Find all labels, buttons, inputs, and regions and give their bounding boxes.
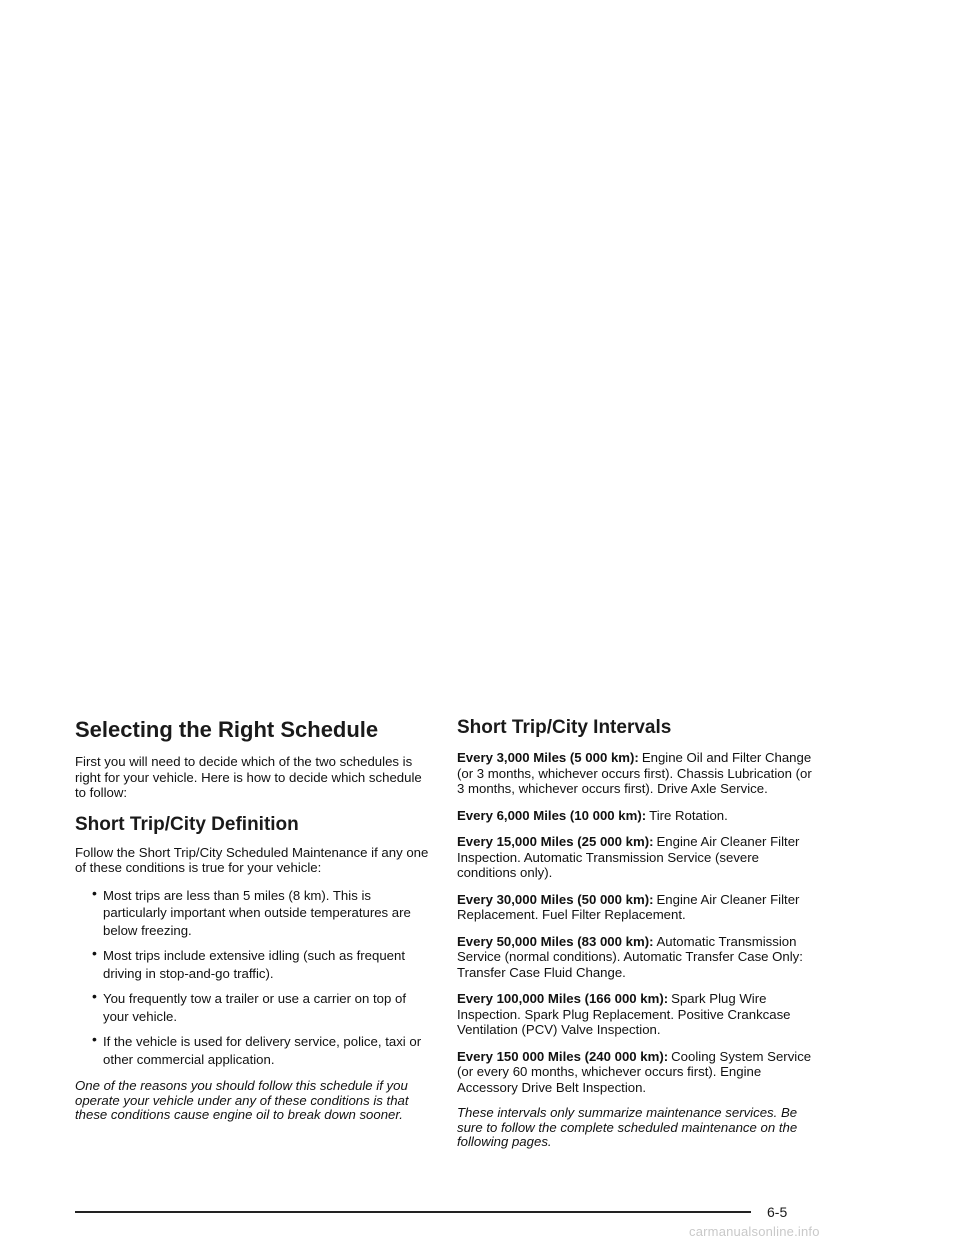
list-item: • You frequently tow a trailer or use a carrier on top of your vehicle.	[92, 988, 406, 1024]
interval-item	[457, 892, 817, 923]
intro-paragraph: First you will need to decide which of the two schedules is right for your vehicle. Here is how to decide which schedule to follow:	[75, 754, 422, 800]
footer-divider	[75, 1211, 751, 1213]
watermark: carmanualsonline.info	[689, 1224, 820, 1239]
interval-mileage: Every 50,000 Miles (83 000 km):	[457, 933, 654, 949]
conditions-list	[75, 884, 435, 1069]
definition-intro: Follow the Short Trip/City Scheduled Maintenance if any one of these conditions is true for your vehicle:	[75, 844, 429, 875]
interval-mileage: Every 3,000 Miles (5 000 km):	[457, 750, 639, 765]
intervals-note: These intervals only summarize maintenance services. Be sure to follow the complete scheduled maintenance on the following pages.	[457, 1105, 798, 1149]
interval-text: Engine Oil and Filter Change (or 3 months, whichever occurs first). Chassis Lubrication (or 3 months, whichever occurs first). Drive Axle Service.	[457, 750, 812, 796]
interval-mileage: Every 6,000 Miles (10 000 km):	[457, 807, 647, 823]
interval-item	[457, 991, 817, 1038]
interval-item	[457, 934, 817, 981]
interval-item	[457, 750, 817, 797]
interval-text: Automatic Transmission Service (normal conditions). Automatic Transfer Case Only: Transfer Case Fluid Change.	[457, 933, 803, 980]
interval-text: Tire Rotation.	[649, 807, 728, 823]
bullet-icon: •	[92, 988, 97, 1004]
right-column	[457, 716, 817, 1161]
interval-text: Cooling System Service (or every 60 months, whichever occurs first). Engine Accessory Drive Belt Inspection.	[457, 1048, 812, 1095]
interval-item	[457, 834, 817, 881]
bullet-icon: •	[92, 1031, 97, 1047]
interval-mileage: Every 150 000 Miles (240 000 km):	[457, 1048, 669, 1064]
schedule-note: One of the reasons you should follow this schedule if you operate your vehicle under any of these conditions is that these conditions cause engine oil to break down sooner.	[75, 1078, 409, 1122]
bullet-icon: •	[92, 884, 97, 901]
definition-heading: Short Trip/City Definition	[75, 813, 299, 835]
list-item: • Most trips include extensive idling (such as frequent driving in stop-and-go traffic).	[92, 945, 405, 981]
section-title: Selecting the Right Schedule	[75, 717, 379, 742]
interval-item	[457, 1049, 817, 1096]
interval-mileage: Every 15,000 Miles (25 000 km):	[457, 834, 654, 849]
bullet-icon: •	[92, 945, 97, 961]
interval-mileage: Every 100,000 Miles (166 000 km):	[457, 991, 669, 1006]
interval-text: Engine Air Cleaner Filter Inspection. Automatic Transmission Service (severe conditions only).	[457, 834, 800, 880]
interval-text: Spark Plug Wire Inspection. Spark Plug Replacement. Positive Crankcase Ventilation (PCV) Valve Inspection.	[457, 991, 791, 1037]
list-item: • Most trips are less than 5 miles (8 km). This is particularly important when outside temperatures are below freezing.	[92, 884, 411, 938]
interval-item	[457, 808, 817, 824]
left-column	[75, 716, 435, 1134]
interval-text: Engine Air Cleaner Filter Replacement. Fuel Filter Replacement.	[457, 891, 800, 922]
list-item: • If the vehicle is used for delivery service, police, taxi or other commercial application.	[92, 1031, 422, 1067]
interval-mileage: Every 30,000 Miles (50 000 km):	[457, 891, 654, 907]
page-number: 6-5	[767, 1204, 788, 1220]
intervals-heading: Short Trip/City Intervals	[457, 717, 672, 738]
